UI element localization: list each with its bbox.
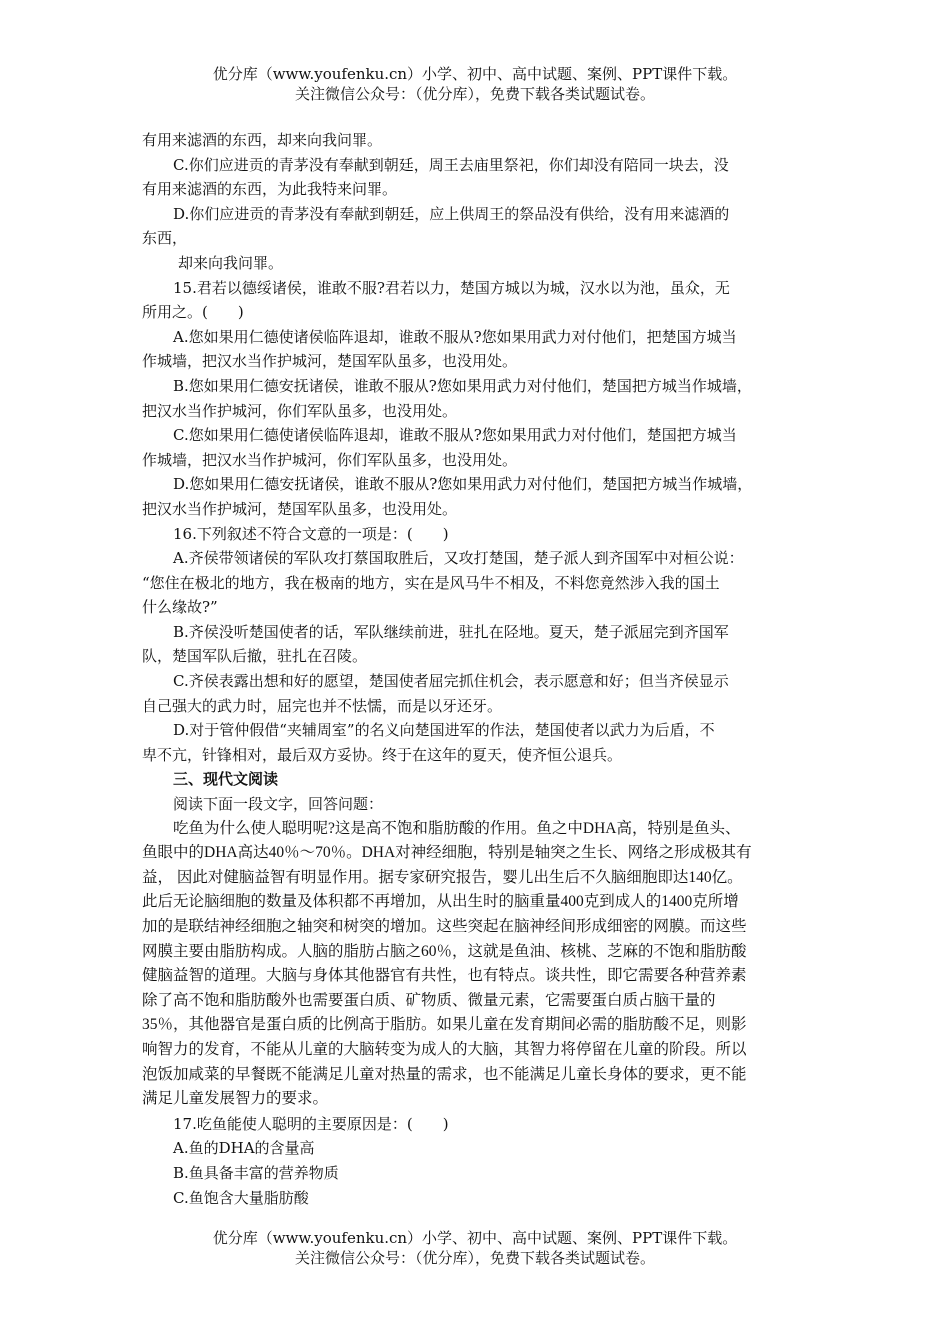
header-line-1: 优分库（www.youfenku.cn）小学、初中、高中试题、案例、PPT课件下载。 xyxy=(212,65,738,83)
option-d: D.您如果用仁德安抚诸侯，谁敢不服从?您如果用武力对付他们，楚国把方城当作城墙， xyxy=(173,475,753,494)
text-line: 卑不亢，针锋相对，最后双方妥协。终于在这年的夏天，使齐恒公退兵。 xyxy=(142,745,623,764)
text-line: 把汉水当作护城河，你们军队虽多，也没用处。 xyxy=(142,401,458,420)
passage-line: 此后无论脑细胞的数量及体积都不再增加，从出生时的脑重量400克到成人的1400克所增 xyxy=(142,893,739,911)
option-c: C.齐侯表露出想和好的愿望，楚国使者屈完抓住机会，表示愿意和好；但当齐侯显示 xyxy=(173,672,729,691)
page-footer xyxy=(0,1228,950,1268)
text-line: C.你们应进贡的青茅没有奉献到朝廷，周王去庙里祭祀，你们却没有陪同一块去，没 xyxy=(173,155,729,174)
text-line: 自己强大的武力时，屈完也并不怯懦，而是以牙还牙。 xyxy=(142,696,503,715)
option-a: A.鱼的DHA的含量高 xyxy=(173,1139,315,1158)
text-line: 有用来滤酒的东西，却来向我问罪。 xyxy=(142,131,383,149)
text-line: 作城墙，把汉水当作护城河，楚国军队虽多，也没用处。 xyxy=(142,352,518,371)
passage-line: 益， 因此对健脑益智有明显作用。据专家研究报告，婴儿出生后不久脑细胞即达140亿。 xyxy=(142,868,743,886)
option-c: C.您如果用仁德使诸侯临阵退却，谁敢不服从?您如果用武力对付他们，楚国把方城当 xyxy=(173,426,737,445)
passage-line: 响智力的发育，不能从儿童的大脑转变为成人的大脑，其智力将停留在儿童的阶段。所以 xyxy=(142,1040,747,1058)
text-line: “您住在极北的地方，我在极南的地方，实在是风马牛不相及，不料您竟然涉入我的国土 xyxy=(142,573,720,592)
question-15: 15.君若以德绥诸侯，谁敢不服?君若以力，楚国方城以为城，汉水以为池，虽众，无 xyxy=(173,278,730,297)
passage-line: 鱼眼中的DHA高达40％～70％。DHA对神经细胞，特别是轴突之生长、网络之形成极其有 xyxy=(142,844,752,862)
text-line: 队，楚国军队后撤，驻扎在召陵。 xyxy=(142,647,368,666)
section-heading: 三、现代文阅读 xyxy=(173,770,279,789)
option-a: A.齐侯带领诸侯的军队攻打蔡国取胜后，又攻打楚国，楚子派人到齐国军中对桓公说： xyxy=(173,549,744,568)
passage-line: 35％，其他器官是蛋白质的比例高于脂肪。如果儿童在发育期间必需的脂肪酸不足，则影 xyxy=(142,1016,747,1034)
footer-line-2: 关注微信公众号：（优分库），免费下载各类试题试卷。 xyxy=(294,1249,655,1267)
passage-line: 泡饭加咸菜的早餐既不能满足儿童对热量的需求，也不能满足儿童长身体的要求，更不能 xyxy=(142,1065,747,1083)
option-d: D.对于管仲假借“夹辅周室”的名义向楚国进军的作法，楚国使者以武力为后盾，不 xyxy=(173,721,715,740)
option-c: C.鱼饱含大量脂肪酸 xyxy=(173,1188,309,1207)
passage-line: 吃鱼为什么使人聪明呢?这是高不饱和脂肪酸的作用。鱼之中DHA高，特别是鱼头、 xyxy=(173,819,741,837)
page-header xyxy=(0,64,950,104)
passage-line: 除了高不饱和脂肪酸外也需要蛋白质、矿物质、微量元素，它需要蛋白质占脑干量的 xyxy=(142,991,716,1009)
passage-line: 网膜主要由脂肪构成。人脑的脂肪占脑之60％，这就是鱼油、核桃、芝麻的不饱和脂肪酸 xyxy=(142,942,747,960)
option-b: B.您如果用仁德安抚诸侯，谁敢不服从?您如果用武力对付他们，楚国把方城当作城墙， xyxy=(173,376,752,395)
passage-line: 健脑益智的道理。大脑与身体其他器官有共性，也有特点。谈共性，即它需要各种营养素 xyxy=(142,967,747,985)
question-17: 17.吃鱼能使人聪明的主要原因是：( ) xyxy=(173,1114,449,1133)
text-line: 却来向我问罪。 xyxy=(178,253,284,272)
option-b: B.齐侯没听楚国使者的话，军队继续前进，驻扎在陉地。夏天，楚子派屈完到齐国军 xyxy=(173,622,729,641)
option-b: B.鱼具备丰富的营养物质 xyxy=(173,1163,339,1182)
passage-line: 加的是联结神经细胞之轴突和树突的增加。这些突起在脑神经间形成细密的网膜。而这些 xyxy=(142,918,747,935)
option-a: A.您如果用仁德使诸侯临阵退却，谁敢不服从?您如果用武力对付他们，把楚国方城当 xyxy=(173,327,737,346)
text-line: 有用来滤酒的东西，为此我特来问罪。 xyxy=(142,180,398,199)
passage-line: 满足儿童发展智力的要求。 xyxy=(142,1090,329,1108)
document-body xyxy=(142,128,814,1210)
instruction: 阅读下面一段文字，回答问题： xyxy=(173,795,384,814)
text-line: 什么缘故?” xyxy=(142,598,218,617)
header-line-2: 关注微信公众号：（优分库），免费下载各类试题试卷。 xyxy=(294,85,655,103)
text-line: 把汉水当作护城河，楚国军队虽多，也没用处。 xyxy=(142,499,458,518)
question-16: 16.下列叙述不符合文意的一项是：( ) xyxy=(173,524,449,543)
text-line: 所用之。( ) xyxy=(142,303,244,322)
footer-line-1: 优分库（www.youfenku.cn）小学、初中、高中试题、案例、PPT课件下载。 xyxy=(212,1229,738,1247)
text-line: 作城墙，把汉水当作护城河，你们军队虽多，也没用处。 xyxy=(142,450,518,469)
text-line: 东西， xyxy=(142,229,188,248)
text-line: D.你们应进贡的青茅没有奉献到朝廷，应上供周王的祭品没有供给，没有用来滤酒的 xyxy=(173,204,730,223)
